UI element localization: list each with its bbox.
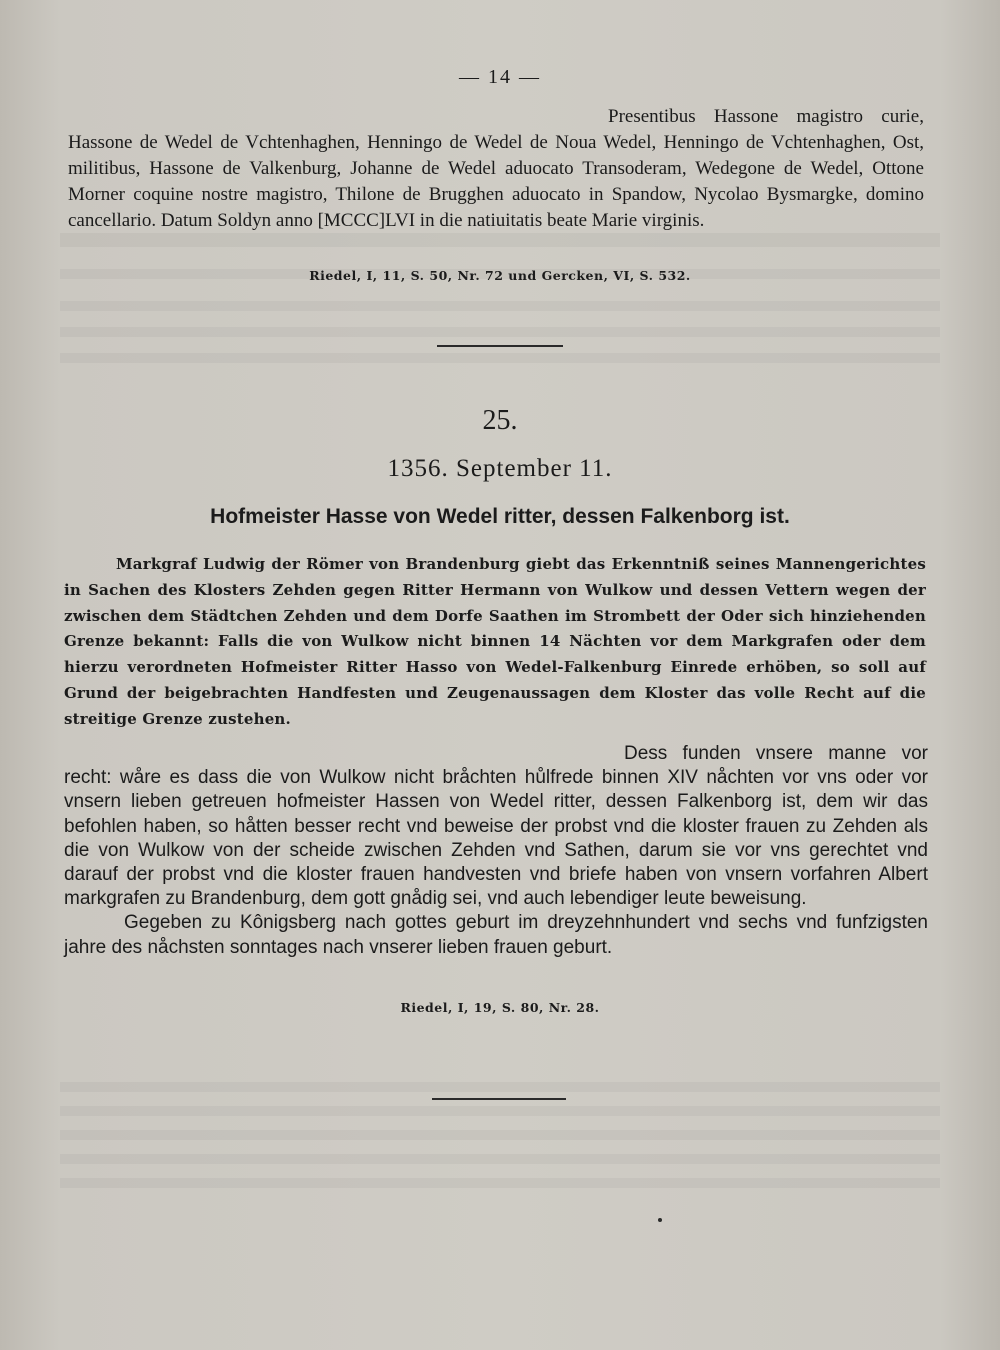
source-citation-1: Riedel, I, 11, S. 50, Nr. 72 und Gercken, VI, S. 532. — [309, 268, 691, 283]
separator-rule-top — [437, 345, 563, 347]
document-heading: Hofmeister Hasse von Wedel ritter, dessen Falkenborg ist. — [210, 505, 790, 528]
summary-regest — [64, 552, 926, 733]
bleed-through-decoration-lower — [60, 1070, 940, 1210]
document-number: 25. — [482, 405, 518, 436]
source-citation-2: Riedel, I, 19, S. 80, Nr. 28. — [400, 1000, 600, 1015]
body-paragraph-1: Dess funden vnsere manne vor recht: wåre es dass die von Wulkow nicht bråchten hůlfrede binnen XIV nåchten vor vns oder vor vnsern lieben getreuen hofmeister Hassen von Wedel ritter, dessen Falkenborg ist, dem wir das befohlen haben, so håtten besser recht vnd beweise der probst vnd die kloster frauen zu Zehden als die von Wulkow von der scheide zwischen Zehden vnd Sathen, darum sie vor vns gerechtet vnd darauf der probst vnd die kloster frauen handvesten vnd briefe haben von vnsern vorfahren Albert markgrafen zu Brandenburg, dem gott gnådig sei, vnd auch lebendiger leute beweisung. — [64, 743, 928, 910]
summary-paragraph: Markgraf Ludwig der Römer von Brandenburg giebt das Erkenntniß seines Mannengerichtes in Sachen des Klosters Zehden gegen Ritter Hermann von Wulkow und dessen Vettern wegen der zwischen dem Städtchen Zehden und dem Dorfe Saathen im Strombett der Oder sich hinziehenden Grenze bekannt: Falls die von Wulkow nicht binnen 14 Nächten vor dem Markgrafen oder dem hierzu verordneten Hofmeister Ritter Hasso von Wedel-Falkenburg Einrede erhöben, so soll auf Grund der beigebrachten Handfesten und Zeugenaussagen dem Kloster das volle Recht auf die streitige Grenze zustehen. — [64, 555, 926, 728]
document-date: 1356. September 11. — [387, 455, 613, 482]
latin-paragraph: Presentibus Hassone magistro curie, Hassone de Wedel de Vchtenhaghen, Henningo de Wedel de Noua Wedel, Henningo de Vchtenhaghen, Ost, militibus, Hassone de Valkenburg, Johanne de Wedel aduocato Transoderam, Wedegone de Wedel, Ottone Morner coquine nostre magistro, Thilone de Brugghen aduocato in Spandow, Nycolao Bysmargke, domino cancellario. Datum Soldyn anno [MCCC]LVI in die natiuitatis beate Marie virginis. — [68, 106, 924, 231]
body-paragraph-2: Gegeben zu Kônigsberg nach gottes geburt im dreyzehnhundert vnd sechs vnd funfzigsten jahre des nåchsten sonntages nach vnserer lieben frauen geburt. — [64, 912, 928, 958]
separator-rule-bottom — [432, 1098, 566, 1100]
bleed-through-decoration — [60, 225, 940, 425]
latin-witness-list — [68, 104, 924, 234]
document-body — [64, 742, 928, 960]
page-number: — 14 — — [459, 66, 541, 88]
ink-speck — [658, 1218, 662, 1222]
